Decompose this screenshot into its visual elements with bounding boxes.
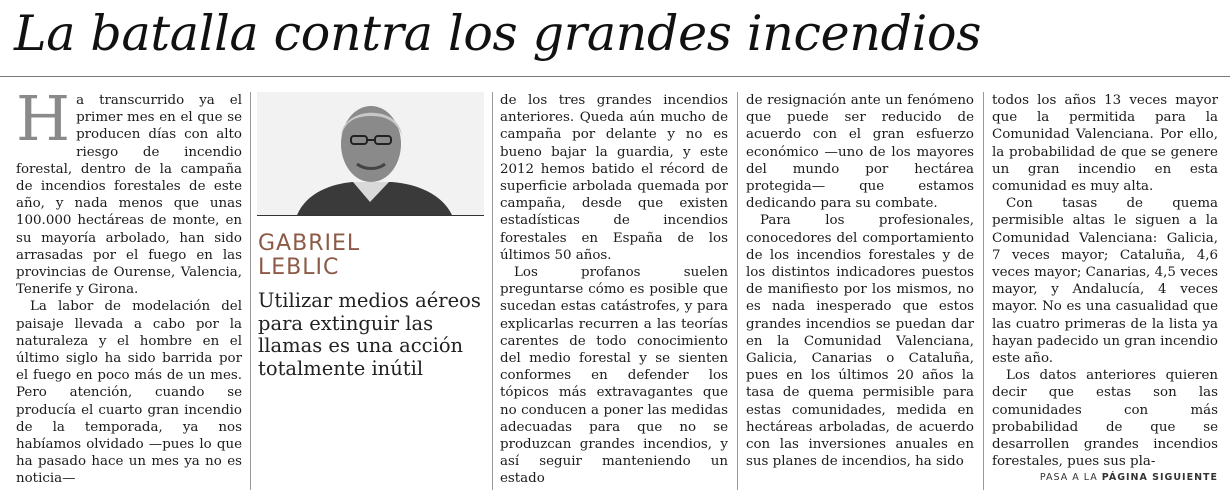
drop-cap: H — [16, 82, 71, 155]
paragraph: de resignación ante un fenómeno que puede ser reducido de acuerdo con el gran esfuerzo económico —uno de los mayores del mundo por hectárea protegida— que estamos dedicando para su combate. — [746, 93, 974, 212]
pull-quote: Utilizar medios aéreos para extinguir las llamas es una acción totalmente inútil — [258, 289, 481, 380]
article-column-4 — [992, 92, 1218, 470]
continuation-target: PÁGINA SIGUIENTE — [1101, 472, 1218, 483]
continuation-prefix: PASA A LA — [1039, 472, 1098, 483]
headline-rule — [0, 76, 1230, 77]
paragraph: Con tasas de quema permisible altas le siguen a la Comunidad Valenciana: Galicia, 7 veces mayor; Cataluña, 4,6 veces mayor; Canarias, 4,5 veces mayor, y Andalucía, 4 veces mayor. No es una casualidad que las cuatro primeras de la lista ya hayan padecido un gran incendio este año. — [992, 196, 1218, 367]
headline: La batalla contra los grandes incendios — [14, 5, 982, 62]
column-divider — [250, 92, 251, 490]
article-column-2 — [500, 92, 728, 487]
paragraph: de los tres grandes incendios anteriores. Queda aún mucho de campaña por delante y no es bueno bajar la guardia, y este 2012 hemos batido el récord de superficie arbolada quemada por campaña, desde que existen estadísticas de incendios forestales en España de los últimos 50 años. — [500, 93, 728, 263]
author-last-name: LEBLIC — [258, 255, 340, 280]
article-column-3 — [746, 92, 974, 487]
paragraph: Para los profesionales, conocedores del comportamiento de los incendios forestales y de los distintos indicadores puestos de manifiesto por los mismos, no es nada inesperado que estos grandes incendios se puedan dar en la Comunidad Valenciana, Galicia, Canarias o Cataluña, pues en los últimos 20 años la tasa de quema permisible para estas comunidades, medida en hectáreas arboladas, de acuerdo con las inversiones anuales en sus planes de incendios, ha sido — [746, 213, 974, 470]
column-divider — [492, 92, 493, 490]
paragraph: La labor de modelación del paisaje llevada a cabo por la naturaleza y el hombre en el último siglo ha sido barrida por el fuego en poco más de un mes. Pero atención, cuando se producía el cuarto gran incendio de la temporada, ya nos habíamos olvidado —pues lo que ha pasado hace un mes ya no es noticia— — [16, 299, 242, 487]
author-first-name: GABRIEL — [258, 231, 361, 256]
column-divider — [737, 92, 738, 490]
author-photo-icon — [257, 92, 484, 215]
paragraph-text: a transcurrido ya el primer mes en el que se producen días con alto riesgo de incendio forestal, dentro de la campaña de incendios forestales de este año, y nada menos que unas 100.000 hectáreas de monte, en su mayoría arbolado, han sido arrasadas por el fuego en las provincias de Ourense, Valencia, Tenerife y Girona. — [16, 93, 242, 298]
column-divider — [983, 92, 984, 490]
article-column-1 — [16, 82, 242, 487]
author-portrait — [257, 92, 484, 216]
continuation-note[interactable] — [1040, 472, 1218, 483]
paragraph: Los profanos suelen preguntarse cómo es posible que sucedan estas catástrofes, y para explicarlas recurren a las teorías carentes de todo conocimiento del medio forestal y se sienten conformes en defender los tópicos más extravagantes que no conducen a poner las medidas adecuadas para que no se produzcan grandes incendios, y así seguir manteniendo un estado — [500, 265, 728, 487]
paragraph: Los datos anteriores quieren decir que estas son las comunidades con más probabilidad de que se desarrollen grandes incendios forestales, pues sus pla- — [992, 368, 1218, 470]
paragraph: todos los años 13 veces mayor que la permitida para la Comunidad Valenciana. Por ello, la probabilidad de que se genere un gran incendio en esta comunidad es muy alta. — [992, 93, 1218, 195]
paragraph — [16, 82, 242, 298]
author-byline — [258, 232, 484, 280]
